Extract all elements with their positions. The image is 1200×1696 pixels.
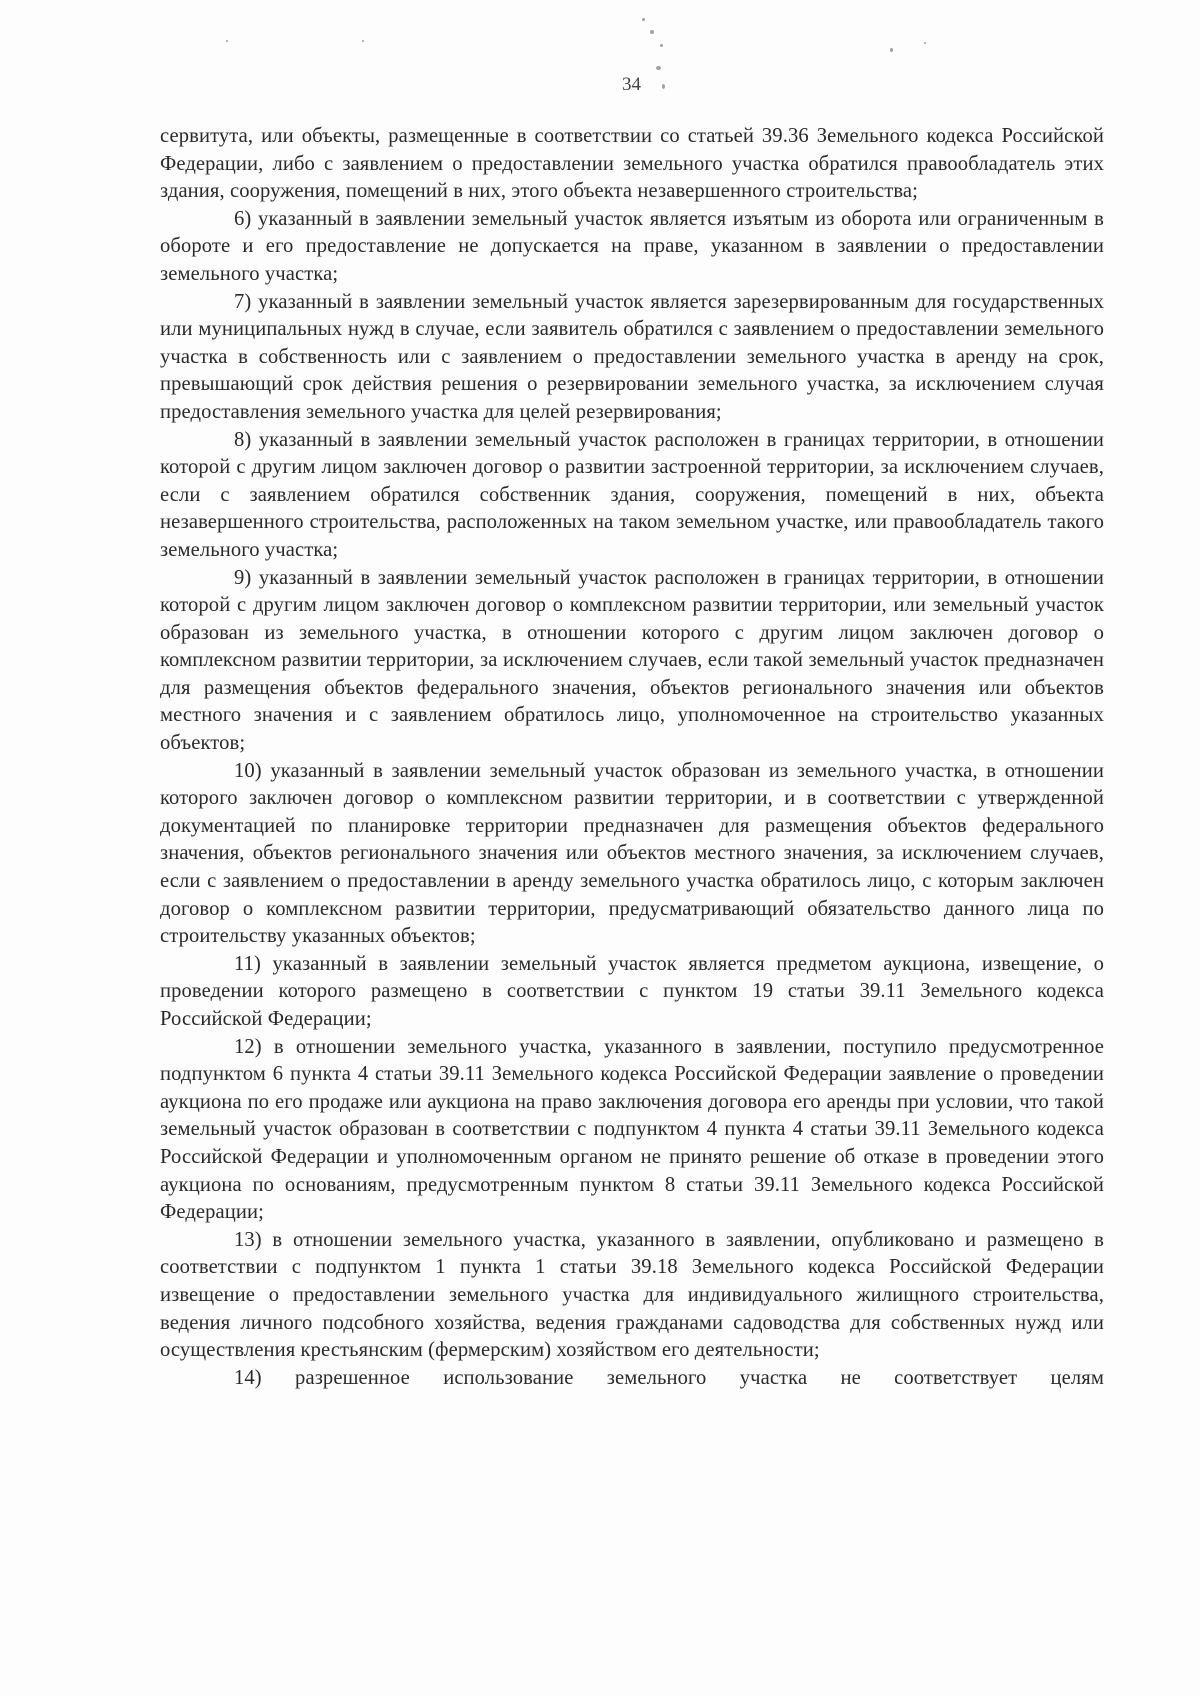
paragraph-continuation: сервитута, или объекты, размещенные в соответствии со статьей 39.36 Земельного кодекса Российской Федерации, либо с заявлением о предоставлении земельного участка обратился правообладатель этих здания, сооружения, помещений в них, этого объекта незавершенного строительства; (160, 125, 1104, 203)
paragraph-item-11: 11) указанный в заявлении земельный участок является предметом аукциона, извещение, о проведении которого размещено в соответствии с пунктом 19 статьи 39.11 Земельного кодекса Российской Федерации; (160, 952, 1104, 1030)
paragraph-item-7: 7) указанный в заявлении земельный участок является зарезервированным для государственных или муниципальных нужд в случае, если заявитель обратился с заявлением о предоставлении земельного участка в собственность или с заявлением о предоставлении земельного участка в аренду на срок, превышающий срок действия решения о резервировании земельного участка, за исключением случая предоставления земельного участка для целей резервирования; (160, 290, 1104, 423)
paragraph-item-6: 6) указанный в заявлении земельный участок является изъятым из оборота или ограниченным в обороте и его предоставление не допускается на праве, указанном в заявлении о предоставлении земельного участка; (160, 207, 1104, 285)
scan-artifact (662, 84, 665, 89)
scan-artifact (650, 30, 654, 34)
document-body (160, 123, 1104, 1392)
paragraph-item-14: 14) разрешенное использование земельного участка не соответствует целям (234, 1366, 1104, 1389)
scan-artifact (660, 44, 663, 47)
scan-artifact (924, 42, 926, 44)
scan-artifact (362, 40, 364, 42)
scan-artifact (656, 66, 661, 70)
page-number: 34 (622, 74, 641, 95)
paragraph-item-10: 10) указанный в заявлении земельный участок образован из земельного участка, в отношении которого заключен договор о комплексном развитии территории, и в соответствии с утвержденной документацией по планировке территории предназначен для размещения объектов федерального значения, объектов регионального значения или объектов местного значения, за исключением случаев, если с заявлением о предоставлении в аренду земельного участка обратилось лицо, с которым заключен договор о комплексном развитии территории, предусматривающий обязательство данного лица по строительству указанных объектов; (160, 759, 1104, 948)
scan-artifact (890, 48, 893, 52)
paragraph-item-9: 9) указанный в заявлении земельный участок расположен в границах территории, в отношении которой с другим лицом заключен договор о комплексном развитии территории, или земельный участок образован из земельного участка, в отношении которого с другим лицом заключен договор о комплексном развитии территории, за исключением случаев, если такой земельный участок предназначен для размещения объектов федерального значения, объектов регионального значения или объектов местного значения и с заявлением обратилось лицо, уполномоченное на строительство указанных объектов; (160, 566, 1104, 755)
paragraph-item-13: 13) в отношении земельного участка, указанного в заявлении, опубликовано и размещено в соответствии с подпунктом 1 пункта 1 статьи 39.18 Земельного кодекса Российской Федерации извещение о предоставлении земельного участка для индивидуального жилищного строительства, ведения личного подсобного хозяйства, ведения гражданами садоводства для собственных нужд или осуществления крестьянским (фермерским) хозяйством его деятельности; (160, 1228, 1104, 1362)
paragraph-item-12: 12) в отношении земельного участка, указанного в заявлении, поступило предусмотренное подпунктом 6 пункта 4 статьи 39.11 Земельного кодекса Российской Федерации заявление о проведении аукциона по его продаже или аукциона на право заключения договора его аренды при условии, что такой земельный участок образован в соответствии с подпунктом 4 пункта 4 статьи 39.11 Земельного кодекса Российской Федерации и уполномоченным органом не принято решение об отказе в проведении этого аукциона по основаниям, предусмотренным пунктом 8 статьи 39.11 Земельного кодекса Российской Федерации; (160, 1035, 1104, 1224)
paragraph-item-8: 8) указанный в заявлении земельный участок расположен в границах территории, в отношении которой с другим лицом заключен договор о развитии застроенной территории, за исключением случаев, если с заявлением обратился собственник здания, сооружения, помещений в них, объекта незавершенного строительства, расположенных на таком земельном участке, или правообладатель такого земельного участка; (160, 428, 1104, 561)
scan-artifact (226, 40, 228, 42)
scan-artifact (642, 18, 645, 21)
